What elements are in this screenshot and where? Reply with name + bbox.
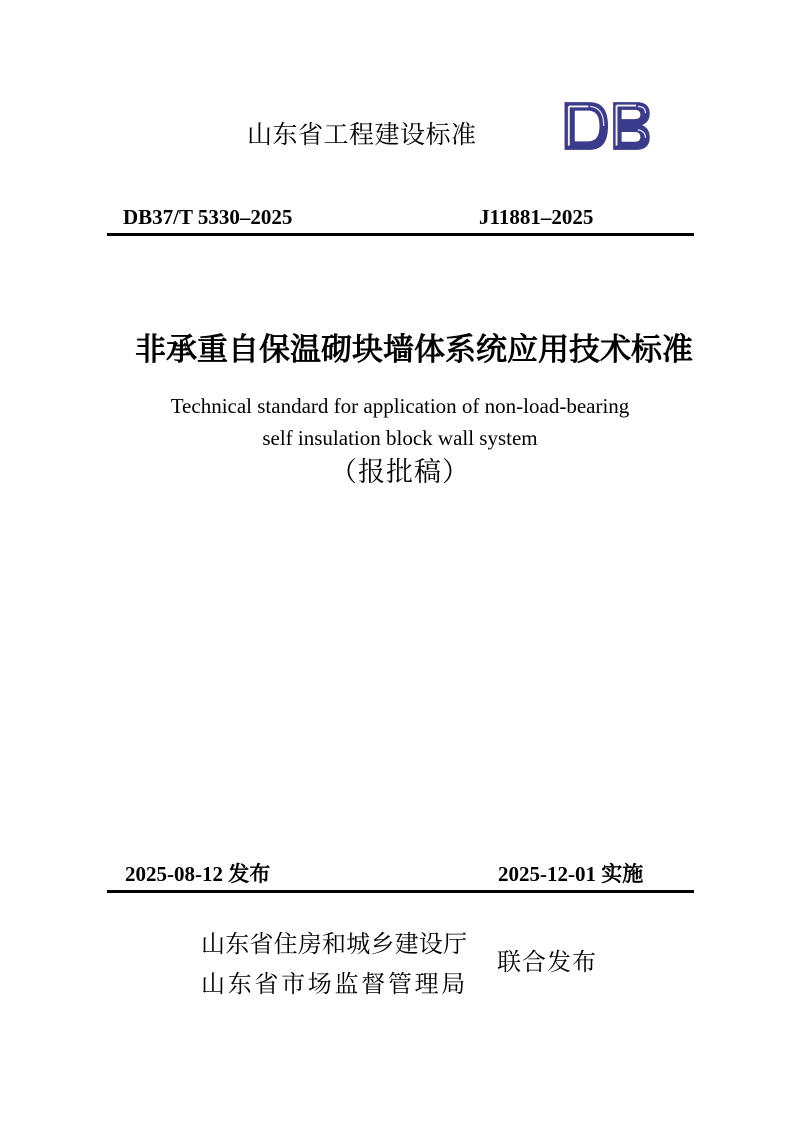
title-chinese: 非承重自保温砌块墙体系统应用技术标准 xyxy=(135,332,693,367)
title-english-line2: self insulation block wall system xyxy=(262,426,538,450)
standard-code-j: J11881–2025 xyxy=(479,205,594,229)
header-rule xyxy=(107,233,694,236)
implementation-date: 2025-12-01 实施 xyxy=(498,862,644,886)
db-logo xyxy=(562,98,654,154)
joint-release-label: 联合发布 xyxy=(497,949,597,976)
standard-code-db: DB37/T 5330–2025 xyxy=(123,205,293,229)
issue-date: 2025-08-12 发布 xyxy=(125,862,271,886)
footer-rule xyxy=(107,890,694,893)
publisher-line1: 山东省住房和城乡建设厅 xyxy=(201,931,468,958)
standard-category-label: 山东省工程建设标准 xyxy=(247,121,477,149)
draft-status-note: （报批稿） xyxy=(330,457,470,487)
title-english-line1: Technical standard for application of non-load-bearing xyxy=(170,394,630,418)
publisher-line2: 山东省市场监督管理局 xyxy=(201,971,468,998)
